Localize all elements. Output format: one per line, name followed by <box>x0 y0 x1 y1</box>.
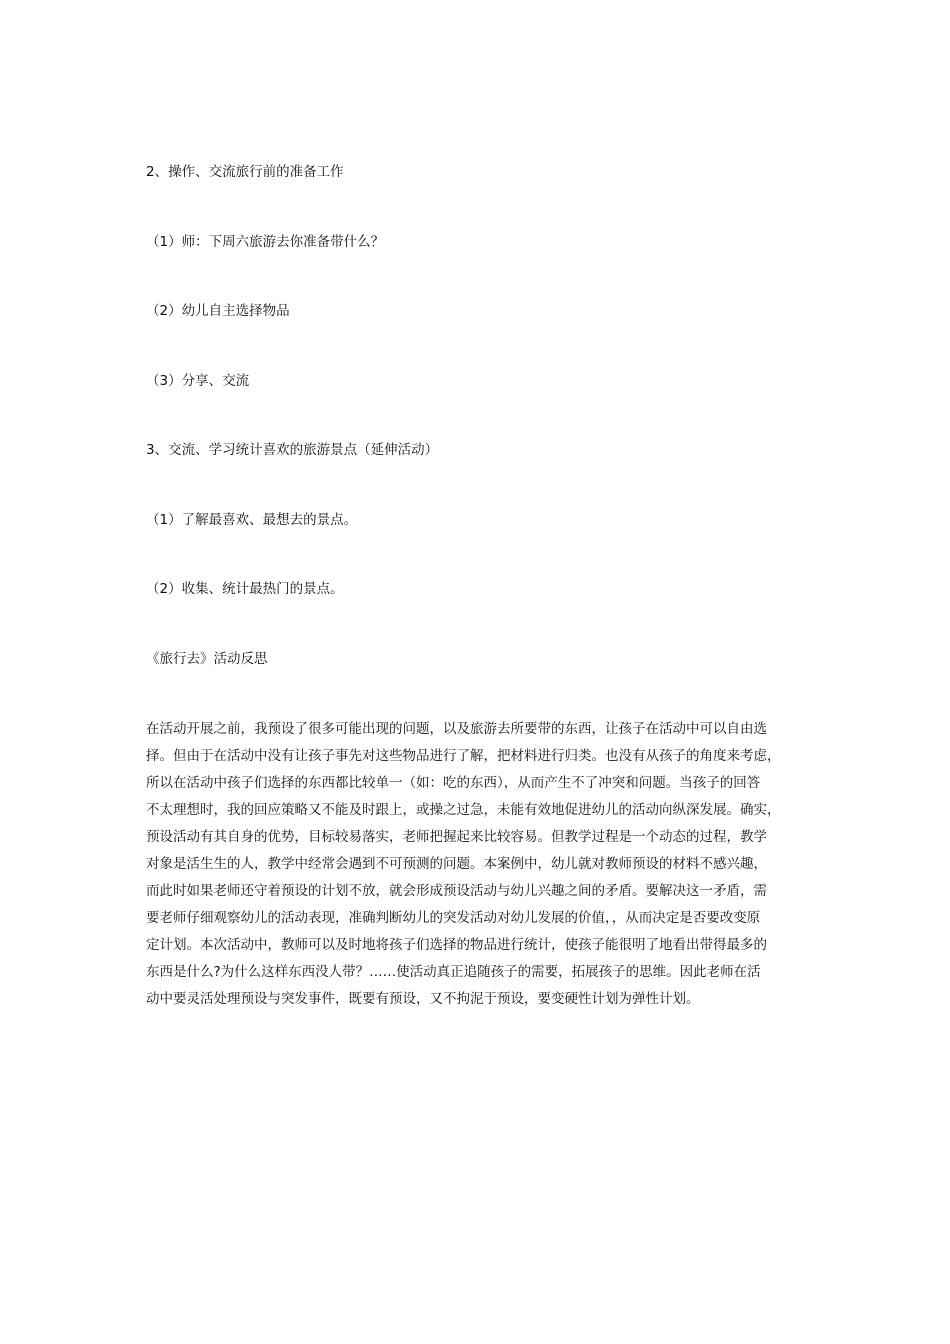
paragraph-line: 要老师仔细观察幼儿的活动表现，准确判断幼儿的突发活动对幼儿发展的价值，，从而决定是否要改变原 <box>146 910 761 926</box>
paragraph-line: 对象是活生生的人，教学中经常会遇到不可预测的问题。本案例中，幼儿就对教师预设的材料不感兴趣， <box>146 856 767 872</box>
outline-item: （2）幼儿自主选择物品 <box>146 303 290 319</box>
reflection-paragraph <box>146 716 822 1013</box>
paragraph-line: 东西是什么?为什么这样东西没人带？……使活动真正追随孩子的需要，拓展孩子的思维。因此老师在活 <box>146 964 761 980</box>
section-heading-2: 2、操作、交流旅行前的准备工作 <box>146 164 344 180</box>
paragraph-line: 所以在活动中孩子们选择的东西都比较单一（如：吃的东西），从而产生不了冲突和问题。当孩子的回答 <box>146 775 761 791</box>
paragraph-line: 在活动开展之前，我预设了很多可能出现的问题，以及旅游去所要带的东西，让孩子在活动中可以自由选 <box>146 721 767 737</box>
outline-item: （3）分享、交流 <box>146 373 250 389</box>
outline-item: （1）了解最喜欢、最想去的景点。 <box>146 512 358 528</box>
outline-item: （2）收集、统计最热门的景点。 <box>146 581 344 597</box>
section-heading-3: 3、交流、学习统计喜欢的旅游景点（延伸活动） <box>146 442 439 458</box>
reflection-title: 《旅行去》活动反思 <box>146 651 268 667</box>
paragraph-line: 动中要灵活处理预设与突发事件，既要有预设，又不拘泥于预设，要变硬性计划为弹性计划。 <box>146 991 700 1007</box>
paragraph-line: 而此时如果老师还守着预设的计划不放，就会形成预设活动与幼儿兴趣之间的矛盾。要解决这一矛盾，需 <box>146 883 767 899</box>
paragraph-line: 定计划。本次活动中，教师可以及时地将孩子们选择的物品进行统计，使孩子能很明了地看出带得最多的 <box>146 937 767 953</box>
outline-item: （1）师：下周六旅游去你准备带什么？ <box>146 234 385 250</box>
paragraph-line: 择。但由于在活动中没有让孩子事先对这些物品进行了解，把材料进行归类。也没有从孩子的角度来考虑， <box>146 748 781 764</box>
paragraph-line: 预设活动有其自身的优势，目标较易落实，老师把握起来比较容易。但教学过程是一个动态的过程，教学 <box>146 829 767 845</box>
paragraph-line: 不太理想时，我的回应策略又不能及时跟上，或操之过急，未能有效地促进幼儿的活动向纵深发展。确实， <box>146 802 781 818</box>
